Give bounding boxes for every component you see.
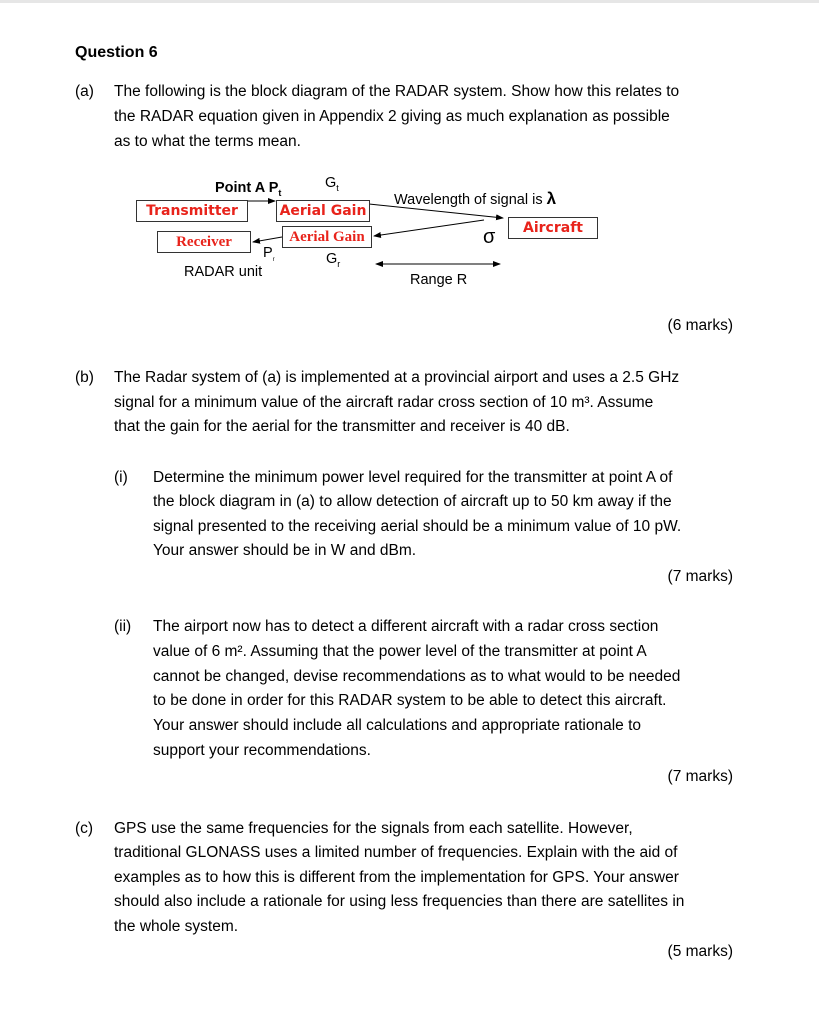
part-c-line: GPS use the same frequencies for the signals from each satellite. However, xyxy=(114,820,633,837)
part-c-marks: (5 marks) xyxy=(667,943,733,960)
part-c-line: the whole system. xyxy=(114,918,239,935)
part-b-ii-line: to be done in order for this RADAR system to be able to detect this aircraft. xyxy=(153,692,667,709)
part-a-marks: (6 marks) xyxy=(667,317,733,334)
pr-label: $P_r$ xyxy=(263,245,275,263)
part-b-ii-marks: (7 marks) xyxy=(667,768,733,785)
receiver-box: Receiver xyxy=(157,231,251,253)
part-b-i-marks: (7 marks) xyxy=(667,568,733,585)
part-b-i-line: the block diagram in (a) to allow detection of aircraft up to 50 km away if the xyxy=(153,493,672,510)
wavelength-label: Wavelength of signal is λ xyxy=(394,189,557,208)
part-a-line: as to what the terms mean. xyxy=(114,133,301,150)
part-b-i-line: Your answer should be in W and dBm. xyxy=(153,542,417,559)
lambda-symbol: λ xyxy=(546,189,557,208)
part-b-ii-line: support your recommendations. xyxy=(153,742,371,759)
aerial-gain-rx-box: Aerial Gain xyxy=(282,226,372,248)
part-a-line: The following is the block diagram of the RADAR system. Show how this relates to xyxy=(114,83,680,100)
part-c-line: examples as to how this is different from the implementation for GPS. Your answer xyxy=(114,869,679,886)
part-c-line: traditional GLONASS uses a limited number of frequencies. Explain with the aid of xyxy=(114,844,678,861)
part-a-line: the RADAR equation given in Appendix 2 giving as much explanation as possible xyxy=(114,108,670,125)
sigma-symbol: σ xyxy=(483,226,496,248)
radar-unit-label: RADAR unit xyxy=(184,264,263,280)
arrow-aerial-to-receiver xyxy=(253,237,282,242)
part-b-ii-label: (ii) xyxy=(114,618,132,635)
part-b-line: The Radar system of (a) is implemented at a provincial airport and uses a 2.5 GHz xyxy=(114,369,680,386)
gt-label: $G_t$ xyxy=(325,175,339,193)
range-label: Range R xyxy=(410,272,468,288)
part-b-label: (b) xyxy=(75,369,94,386)
part-c-line: should also include a rationale for using less frequencies than there are satellites in xyxy=(114,893,685,910)
arrow-aircraft-to-aerial xyxy=(374,220,484,236)
transmitter-box: Transmitter xyxy=(136,200,248,222)
aerial-gain-tx-box: Aerial Gain xyxy=(276,200,370,222)
part-b-ii-line: Your answer should include all calculations and appropriate rationale to xyxy=(153,717,641,734)
part-b-line: signal for a minimum value of the aircraft radar cross section of 10 m³. Assume xyxy=(114,394,654,411)
part-a-label: (a) xyxy=(75,83,94,100)
part-b-ii-line: The airport now has to detect a different aircraft with a radar cross section xyxy=(153,618,659,635)
question-title: Question 6 xyxy=(75,44,158,61)
part-b-i-label: (i) xyxy=(114,469,128,486)
aircraft-box: Aircraft xyxy=(508,217,598,239)
part-b-ii-line: cannot be changed, devise recommendations as to what would to be needed xyxy=(153,668,681,685)
part-c-label: (c) xyxy=(75,820,94,837)
point-a-label: Point A $P_t$ xyxy=(215,180,282,198)
part-b-line: that the gain for the aerial for the transmitter and receiver is 40 dB. xyxy=(114,418,570,435)
part-b-ii-line: value of 6 m². Assuming that the power level of the transmitter at point A xyxy=(153,643,647,660)
part-b-i-line: signal presented to the receiving aerial should be a minimum value of 10 pW. xyxy=(153,518,682,535)
part-b-i-line: Determine the minimum power level required for the transmitter at point A of xyxy=(153,469,673,486)
gr-label: $G_r$ xyxy=(326,251,341,269)
